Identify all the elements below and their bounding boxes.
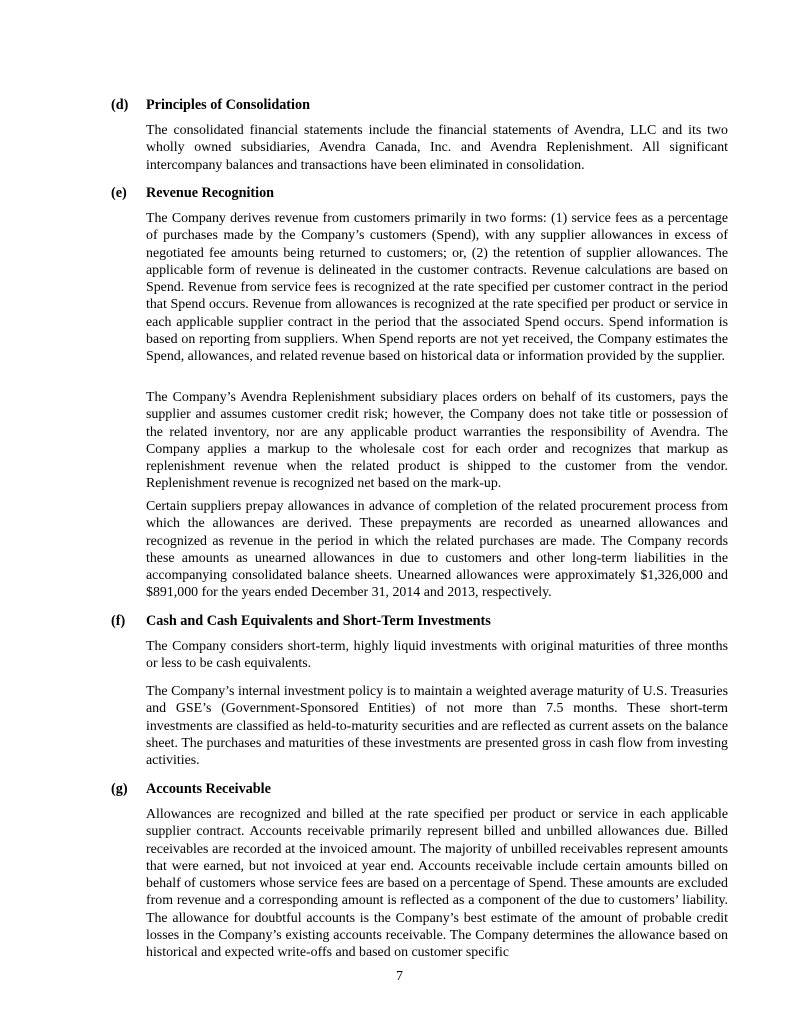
section-heading-g	[111, 781, 731, 798]
paragraph-revenue-1: The Company derives revenue from customers primarily in two forms: (1) service fees as a percentage of purchases made by the Company’s customers (Spend), with any supplier allowances in excess of negotiated fee amounts being returned to customers; or, (2) the retention of supplier allowances. The applicable form of revenue is delineated in the customer contracts. Revenue calculations are based on Spend. Revenue from service fees is recognized at the rate specified per customer contract in the period that Spend occurs. Revenue from allowances is recognized at the rate specified per product or service in each applicable supplier contract in the period that the associated Spend occurs. Spend information is based on reporting from suppliers. When Spend reports are not yet received, the Company estimates the Spend, allowances, and related revenue based on historical data or information provided by the supplier.	[146, 211, 728, 365]
paragraph-revenue-3: Certain suppliers prepay allowances in advance of completion of the related procurement process from which the allowances are derived. These prepayments are recorded as unearned allowances and recognized as revenue in the period in which the related purchases are made. The Company records these amounts as unearned allowances in due to customers and other long-term liabilities in the accompanying consolidated balance sheets. Unearned allowances were approximately $1,326,000 and $891,000 for the years ended December 31, 2014 and 2013, respectively.	[146, 499, 728, 601]
section-heading-f	[111, 613, 731, 630]
section-title: Principles of Consolidation	[146, 97, 310, 113]
paragraph-cash-1: The Company considers short-term, highly liquid investments with original maturities of three months or less to be cash equivalents.	[146, 639, 728, 672]
section-letter: (g)	[111, 781, 128, 797]
paragraph-receivable: Allowances are recognized and billed at the rate specified per product or service in each applicable supplier contract. Accounts receivable primarily represent billed and unbilled allowances due. Billed receivables are recorded at the invoiced amount. The majority of unbilled receivables represent amounts that were earned, but not invoiced at year end. Accounts receivable include certain amounts billed on behalf of customers whose service fees are based on a percentage of Spend. These amounts are excluded from revenue and a corresponding amount is reflected as a component of the due to customers’ liability. The allowance for doubtful accounts is the Company’s best estimate of the amount of probable credit losses in the Company’s existing accounts receivable. The Company determines the allowance based on historical and expected write-offs and based on customer specific	[146, 807, 728, 961]
paragraph-cash-2: The Company’s internal investment policy is to maintain a weighted average maturity of U.S. Treasuries and GSE’s (Government-Sponsored Entities) of not more than 7.5 months. These short-term investments are classified as held-to-maturity securities and are reflected as current assets on the balance sheet. The purchases and maturities of these investments are presented gross in cash flow from investing activities.	[146, 684, 728, 769]
section-letter: (e)	[111, 185, 127, 201]
section-title: Accounts Receivable	[146, 781, 271, 797]
section-title: Cash and Cash Equivalents and Short-Term Investments	[146, 613, 491, 629]
section-heading-d	[111, 97, 731, 114]
section-letter: (f)	[111, 613, 126, 629]
section-title: Revenue Recognition	[146, 185, 275, 201]
section-letter: (d)	[111, 97, 129, 113]
page-number: 7	[396, 969, 403, 984]
paragraph-revenue-2: The Company’s Avendra Replenishment subsidiary places orders on behalf of its customers, pays the supplier and assumes customer credit risk; however, the Company does not take title or possession of the related inventory, nor are any applicable product warranties the responsibility of Avendra. The Company applies a markup to the wholesale cost for each order and recognizes that markup as replenishment revenue when the related product is shipped to the customer from the vendor. Replenishment revenue is recognized net based on the mark-up.	[146, 390, 728, 492]
section-heading-e	[111, 185, 731, 202]
paragraph-consolidation: The consolidated financial statements include the financial statements of Avendra, LLC and its two wholly owned subsidiaries, Avendra Canada, Inc. and Avendra Replenishment. All significant intercompany balances and transactions have been eliminated in consolidation.	[146, 123, 728, 173]
